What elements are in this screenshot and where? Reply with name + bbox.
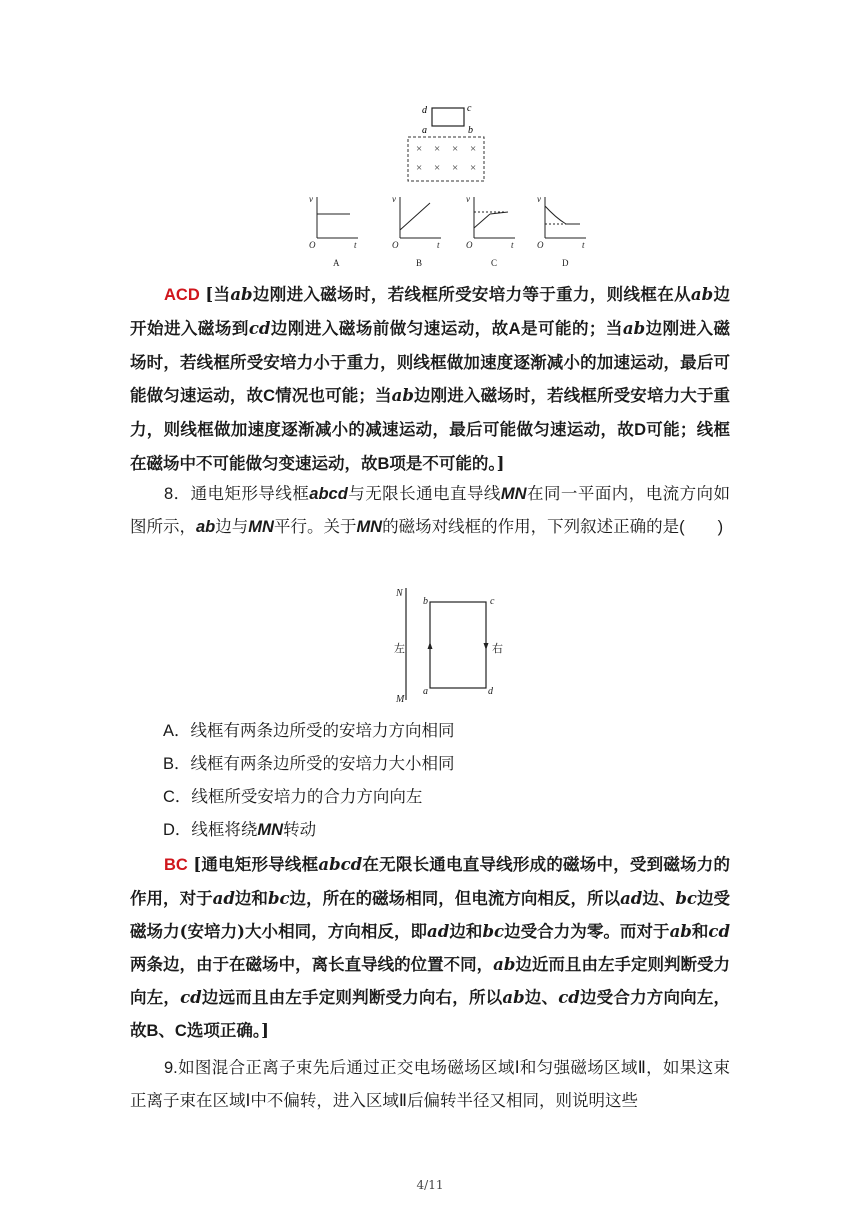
label-n: N — [396, 588, 403, 599]
svg-text:A: A — [333, 258, 340, 268]
svg-text:t: t — [511, 240, 514, 250]
svg-text:×: × — [452, 162, 459, 174]
figure-coil-field-graphs — [300, 100, 600, 272]
coil-label-c: c — [467, 103, 472, 114]
svg-text:×: × — [452, 143, 459, 155]
svg-text:v: v — [309, 194, 313, 204]
q8-answer-explanation: BC [通电矩形导线框abcd在无限长通电直导线形成的磁场中，受到磁场力的作用，对于ad边和bc边，所在的磁场相同，但电流方向相反，所以ad边、bc边受磁场力(安培力)大小相同，方向相反，即ad边和bc边受合力为零。而对于ab和cd两条边，由于在磁场中，离长直导线的位置不同，ab边近而且由左手定则判断受力向左，cd边远而且由左手定则判断受力向右，所以ab边、cd边受合力方向向左，故B、C选项正确。] — [130, 855, 731, 1040]
coil-label-d: d — [422, 105, 427, 116]
label-left: 左 — [394, 643, 405, 655]
coil-label-b: b — [468, 125, 473, 136]
option-b: B．线框有两条边所受的安培力大小相同 — [163, 755, 455, 773]
label-m: M — [396, 694, 405, 705]
svg-text:D: D — [562, 258, 569, 268]
graph-axis-labels — [309, 194, 585, 250]
current-arrow-up-icon — [428, 642, 433, 649]
label-d: d — [488, 686, 493, 697]
svg-text:v: v — [466, 194, 470, 204]
option-c: C．线框所受安培力的合力方向向左 — [163, 788, 423, 806]
svg-text:O: O — [466, 240, 473, 250]
label-b: b — [423, 596, 428, 607]
svg-text:t: t — [437, 240, 440, 250]
option-d: D．线框将绕MN转动 — [163, 821, 317, 839]
graph-a — [317, 197, 358, 238]
svg-text:B: B — [416, 258, 423, 268]
option-a: A．线框有两条边所受的安培力方向相同 — [163, 722, 455, 740]
q9-question: 9.如图混合正离子束先后通过正交电场磁场区域Ⅰ和匀强磁场区域Ⅱ，如果这束正离子束在区域Ⅰ中不偏转，进入区域Ⅱ后偏转半径又相同，则说明这些 — [130, 1059, 730, 1110]
frame-abcd — [430, 602, 486, 688]
label-c: c — [490, 596, 495, 607]
graph-captions — [333, 258, 569, 268]
svg-text:O: O — [392, 240, 399, 250]
figure-wire-and-frame — [380, 584, 520, 706]
svg-text:O: O — [309, 240, 316, 250]
q7-answer-explanation: ACD [当ab边刚进入磁场时，若线框所受安培力等于重力，则线框在从ab边开始进入磁场到cd边刚进入磁场前做匀速运动，故A是可能的；当ab边刚进入磁场时，若线框所受安培力小于重力，则线框做加速度逐渐减小的加速运动，最后可能做匀速运动，故C情况也可能；当ab边刚进入磁场时，若线框所受安培力大于重力，则线框做加速度逐渐减小的减速运动，最后可能做匀速运动，故D可能；线框在磁场中不可能做匀变速运动，故B项是不可能的。] — [130, 285, 731, 473]
svg-text:t: t — [354, 240, 357, 250]
svg-text:×: × — [434, 143, 441, 155]
svg-text:t: t — [582, 240, 585, 250]
label-a: a — [423, 686, 428, 697]
svg-text:×: × — [434, 162, 441, 174]
field-cross-marks — [416, 143, 476, 174]
svg-text:×: × — [416, 143, 423, 155]
svg-text:O: O — [537, 240, 544, 250]
graph-b — [400, 197, 441, 238]
svg-text:C: C — [491, 258, 498, 268]
q8-answer-letters: BC — [164, 856, 188, 874]
label-right: 右 — [492, 643, 503, 655]
coil-label-a: a — [422, 125, 427, 136]
svg-text:×: × — [470, 162, 477, 174]
current-arrow-down-icon — [484, 643, 489, 650]
graph-c — [474, 197, 515, 238]
svg-text:×: × — [470, 143, 477, 155]
graph-d — [545, 197, 586, 238]
q8-question: 8．通电矩形导线框abcd与无限长通电直导线MN在同一平面内，电流方向如图所示，ab边与MN平行。关于MN的磁场对线框的作用，下列叙述正确的是( ) — [130, 485, 731, 536]
svg-text:v: v — [392, 194, 396, 204]
page-number: 4/11 — [416, 1178, 444, 1192]
coil-frame — [432, 108, 464, 126]
svg-text:×: × — [416, 162, 423, 174]
svg-text:v: v — [537, 194, 541, 204]
q7-answer-letters: ACD — [164, 286, 200, 304]
